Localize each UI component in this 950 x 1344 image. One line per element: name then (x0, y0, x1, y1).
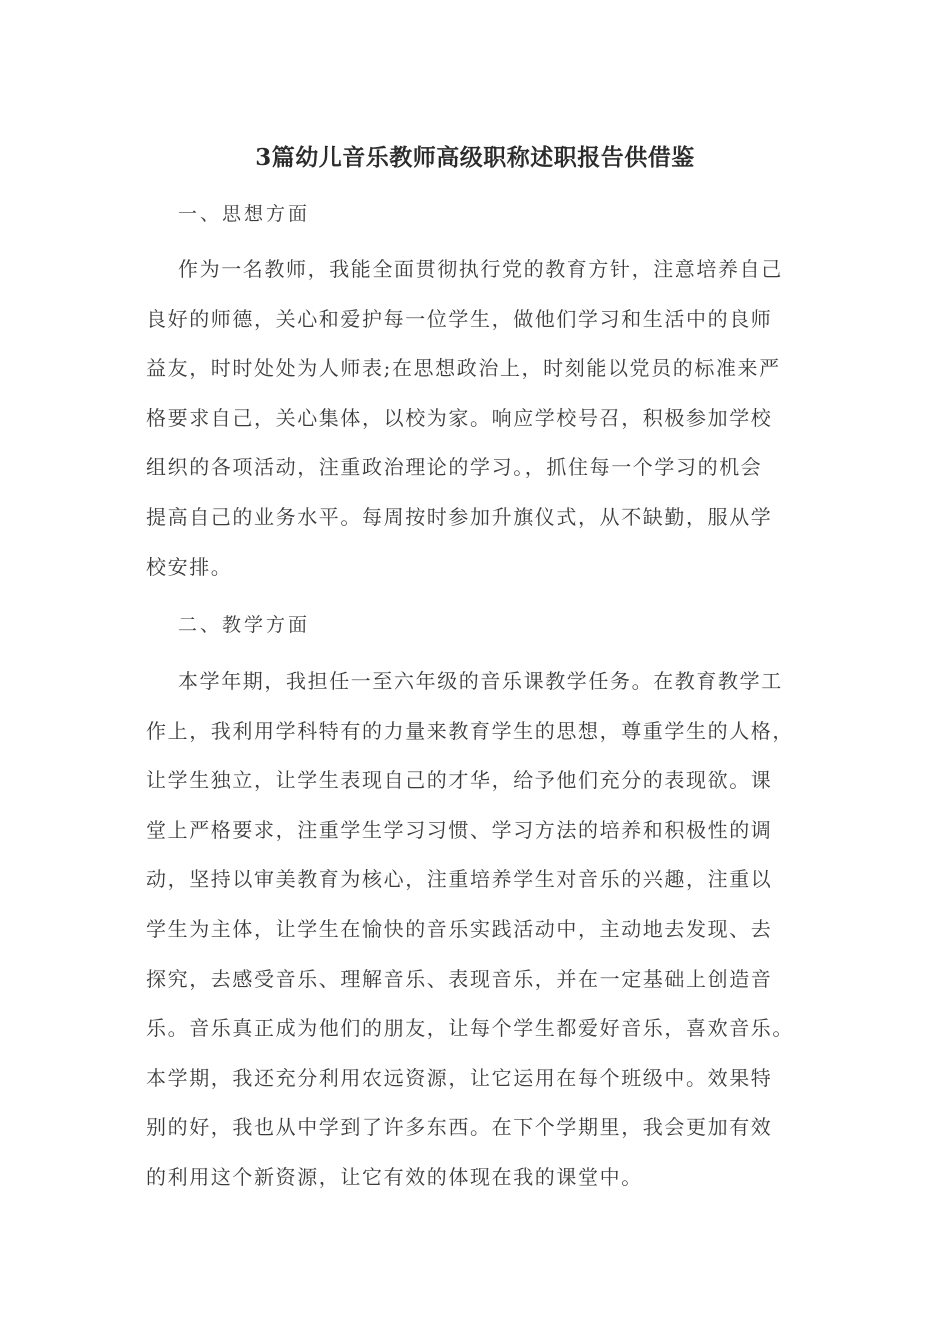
paragraph-line: 良好的师德，关心和爱护每一位学生，做他们学习和生活中的良师 (146, 306, 773, 331)
paragraph-line: 学生为主体，让学生在愉快的音乐实践活动中，主动地去发现、去 (146, 916, 773, 941)
paragraph-line: 格要求自己，关心集体，以校为家。响应学校号召，积极参加学校 (146, 405, 773, 430)
paragraph-line: 探究，去感受音乐、理解音乐、表现音乐，并在一定基础上创造音 (146, 966, 773, 991)
paragraph-line: 乐。音乐真正成为他们的朋友，让每个学生都爱好音乐，喜欢音乐。 (146, 1016, 794, 1041)
paragraph-line: 作为一名教师，我能全面贯彻执行党的教育方针，注意培养自己 (178, 257, 783, 281)
paragraph-line: 堂上严格要求，注重学生学习习惯、学习方法的培养和积极性的调 (146, 817, 773, 842)
paragraph-line: 让学生独立，让学生表现自己的才华，给予他们充分的表现欲。课 (146, 768, 773, 793)
paragraph-line: 本学年期，我担任一至六年级的音乐课教学任务。在教育教学工 (178, 669, 783, 693)
paragraph-line: 动，坚持以审美教育为核心，注重培养学生对音乐的兴趣，注重以 (146, 867, 773, 892)
paragraph-thought (146, 245, 814, 592)
paragraph-line: 益友，时时处处为人师表;在思想政治上，时刻能以党员的标准来严 (146, 356, 781, 381)
paragraph-line: 校安排。 (146, 554, 233, 579)
document-title: 3篇幼儿音乐教师高级职称述职报告供借鉴 (255, 144, 695, 171)
paragraph-line: 组织的各项活动，注重政治理论的学习。，抓住每一个学习的机会 (146, 455, 763, 480)
paragraph-line: 的利用这个新资源，让它有效的体现在我的课堂中。 (146, 1164, 643, 1189)
paragraph-line: 本学期，我还充分利用农远资源，让它运用在每个班级中。效果特 (146, 1065, 773, 1090)
paragraph-line: 别的好，我也从中学到了许多东西。在下个学期里，我会更加有效 (146, 1115, 773, 1140)
paragraph-teaching (146, 657, 814, 1203)
section-heading-teaching: 二、教学方面 (178, 614, 311, 636)
paragraph-line: 作上，我利用学科特有的力量来教育学生的思想，尊重学生的人格， (146, 718, 794, 743)
section-heading-thought: 一、思想方面 (178, 203, 311, 225)
paragraph-line: 提高自己的业务水平。每周按时参加升旗仪式，从不缺勤，服从学 (146, 504, 773, 529)
